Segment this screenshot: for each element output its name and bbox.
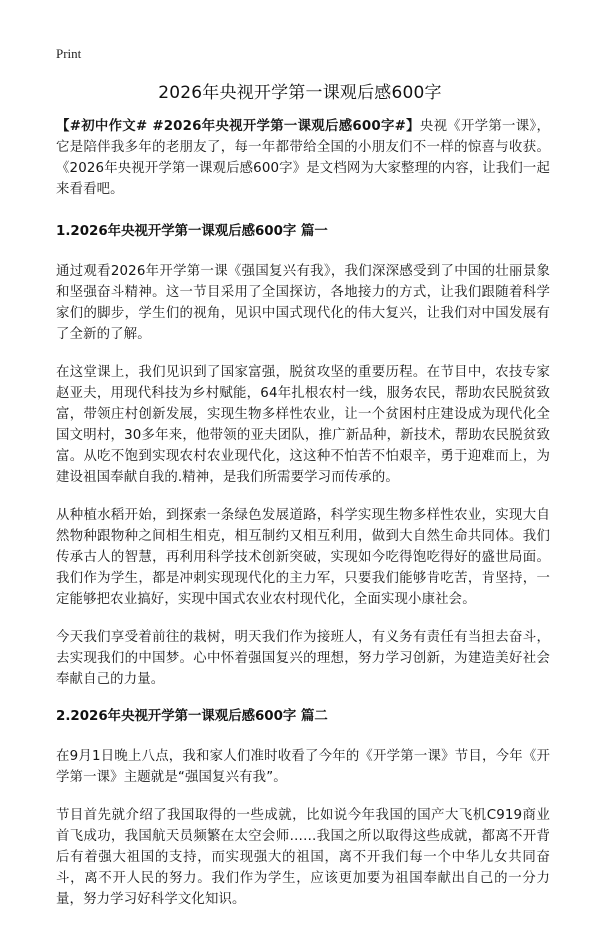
article-body <box>56 116 550 927</box>
section-1-paragraph-4: 今天我们享受着前往的栽树，明天我们作为接班人，有义务有责任有当担去奋斗，去实现我们的中国梦。心中怀着强国复兴的理想，努力学习创新，为建造美好社会奉献自己的力量。 <box>56 630 550 687</box>
intro-text: 央视《开学第一课》，它是陪伴我多年的老朋友了，每一年都带给全国的小朋友们不一样的惊喜与收获。《2026年央视开学第一课观后感600字》是文档网为大家整理的内容，让我们一起来看看吧。 <box>56 119 550 197</box>
section-2-paragraph-2: 节目首先就介绍了我国取得的一些成就，比如说今年我国的国产大飞机C919商业首飞成功，我国航天员频繁在太空会师……我国之所以取得这些成就，都离不开背后有着强大祖国的支持，而实现强大的祖国，离不开我们每一个中华儿女共同奋斗，离不开人民的努力。我们作为学生，应该更加要为祖国奉献出自己的一分力量，努力学习好科学文化知识。 <box>56 808 550 907</box>
page-title: 2026年央视开学第一课观后感600字 <box>158 83 442 103</box>
intro-paragraph <box>56 116 550 200</box>
section-2-paragraph-1: 在9月1日晚上八点，我和家人们准时收看了今年的《开学第一课》节目，今年《开学第一课》主题就是“强国复兴有我”。 <box>56 749 550 785</box>
intro-tag: 【#初中作文# #2026年央视开学第一课观后感600字#】 <box>56 119 420 134</box>
section-heading-1: 1.2026年央视开学第一课观后感600字 篇一 <box>56 224 328 239</box>
section-1-paragraph-1: 通过观看2026年开学第一课《强国复兴有我》，我们深深感受到了中国的壮丽景象和坚强奋斗精神。这一节目采用了全国探访，各地接力的方式，让我们跟随着科学家们的脚步，学生们的视角，见识中国式现代化的伟大复兴，让我们对中国发展有了全新的了解。 <box>56 264 550 342</box>
section-heading-2: 2.2026年央视开学第一课观后感600字 篇二 <box>56 709 328 724</box>
print-link[interactable]: Print <box>56 46 82 61</box>
section-1-paragraph-2: 在这堂课上，我们见识到了国家富强，脱贫攻坚的重要历程。在节目中，农技专家赵亚夫，用现代科技为乡村赋能，64年扎根农村一线，服务农民，帮助农民脱贫致富，带领庄村创新发展，实现生物多样性农业，让一个贫困村庄建设成为现代化全国文明村，30多年来，他带领的亚夫团队，推广新品种，新技术，帮助农民脱贫致富。从吃不饱到实现农村农业现代化，这这种不怕苦不怕艰辛，勇于迎难而上，为建设祖国奉献自我的.精神，是我们所需要学习而传承的。 <box>56 365 550 485</box>
section-1-paragraph-3: 从种植水稻开始，到探索一条绿色发展道路，科学实现生物多样性农业，实现大自然物种跟物种之间相生相克，相互制约又相互利用，做到大自然生命共同体。我们传承古人的智慧，再利用科学技术创新突破，实现如今吃得饱吃得好的盛世局面。我们作为学生，都是冲刺实现现代化的主力军，只要我们能够肯吃苦，肯坚持，一定能够把农业搞好，实现中国式农业农村现代化，全面实现小康社会。 <box>56 508 550 607</box>
